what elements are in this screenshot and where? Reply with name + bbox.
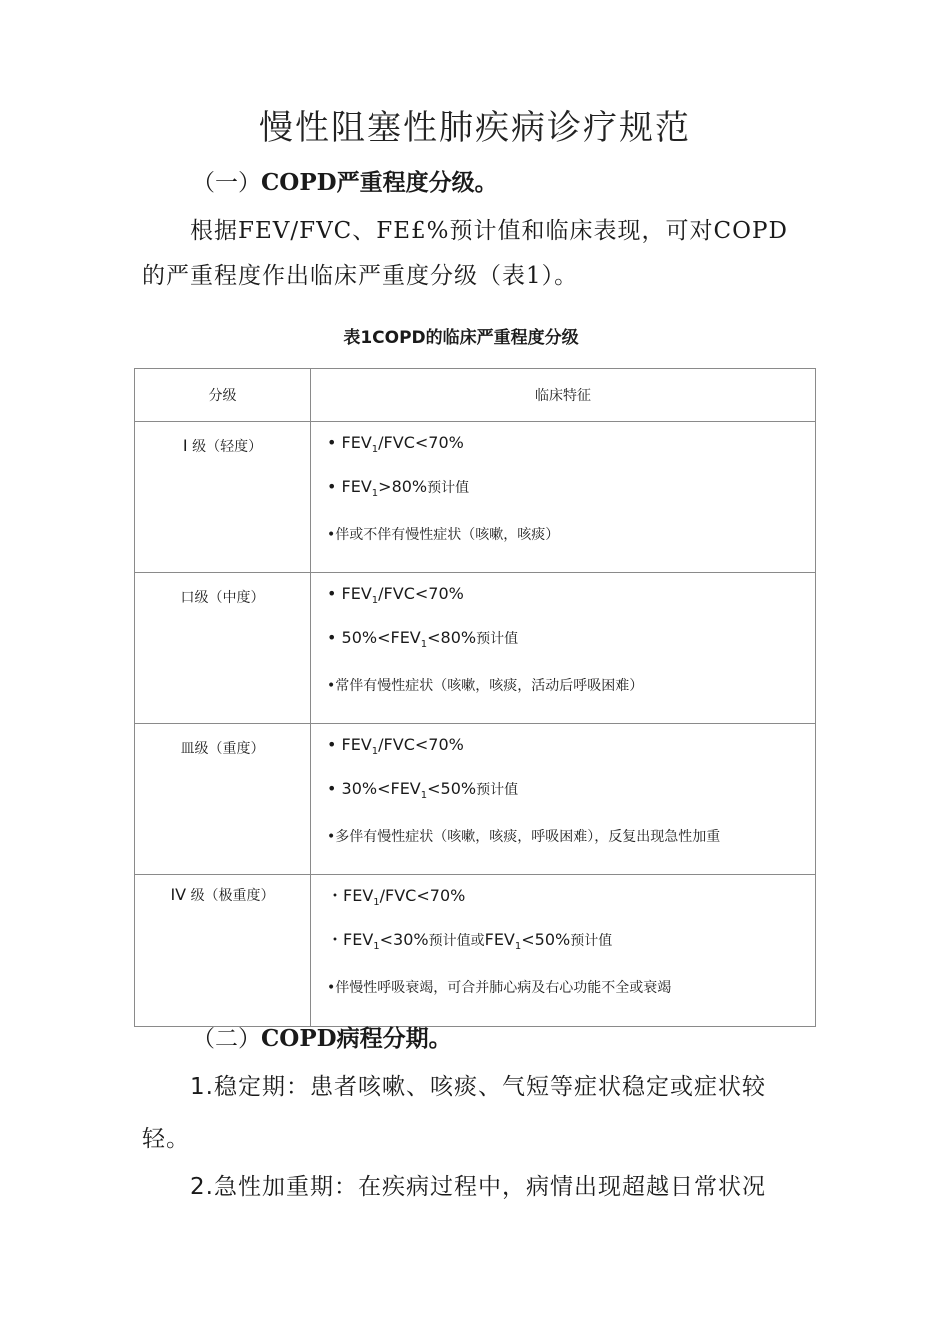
features-cell: [311, 422, 816, 573]
stage2-text: 急性加重期：在疾病过程中，病情出现超越日常状况: [213, 1174, 766, 1200]
stage1-text: 稳定期：患者咳嗽、咳痰、气短等症状稳定或症状较: [213, 1074, 766, 1100]
section2-number: （二）: [192, 1026, 261, 1052]
feature-line: ・$FEV_1<30\%$预计值或$FEV_1<50\%$预计值: [327, 930, 613, 953]
table-row: [135, 573, 816, 724]
section1-title: COPD严重程度分级。: [261, 169, 498, 196]
table-caption: 表1COPD的临床严重程度分级: [343, 328, 579, 348]
grade-cell: [135, 875, 311, 1027]
features-cell: [311, 724, 816, 875]
stage1-number: 1.: [190, 1074, 214, 1100]
table-row: [135, 875, 816, 1027]
grade-label: 级（极重度）: [190, 888, 275, 904]
feature-line: • $FEV_1/FVC<70\%$: [327, 735, 464, 758]
grade-label: 皿级（重度）: [180, 741, 265, 757]
grade-label: 口级（中度）: [180, 590, 265, 606]
header-grade: 分级: [135, 369, 311, 422]
feature-note: •伴或不伴有慢性症状（咳嗽，咳痰）: [327, 527, 560, 543]
feature-note: •伴慢性呼吸衰竭，可合并肺心病及右心功能不全或衰竭: [327, 980, 672, 996]
section2-heading: [192, 1020, 452, 1053]
feature-line: • $FEV_1>80\%$预计值: [327, 477, 470, 500]
stage2-number: 2.: [190, 1174, 214, 1200]
feature-line: • $FEV_1/FVC<70\%$: [327, 584, 464, 607]
header-features: 临床特征: [311, 369, 816, 422]
feature-line: • $FEV_1/FVC<70\%$: [327, 433, 464, 456]
features-cell: [311, 573, 816, 724]
stage2-line-1: [190, 1168, 766, 1201]
feature-line: • $50\%<FEV_1<80\%$预计值: [327, 628, 519, 651]
section1-number: （一）: [192, 170, 261, 196]
feature-note: •多伴有慢性症状（咳嗽，咳痰，呼吸困难），反复出现急性加重: [327, 829, 721, 845]
intro-line-1: 根据FEV/FVC、FE£%预计值和临床表现，可对COPD: [190, 218, 788, 244]
grade-roman: IV: [170, 885, 187, 904]
feature-note: •常伴有慢性症状（咳嗽，咳痰，活动后呼吸困难）: [327, 678, 644, 694]
grade-roman: I: [182, 436, 188, 455]
table-row: [135, 724, 816, 875]
stage1-line-2: 轻。: [142, 1126, 190, 1152]
grade-label: 级（轻度）: [192, 439, 263, 455]
grade-cell: [135, 724, 311, 875]
intro-line-2: 的严重程度作出临床严重度分级（表1）。: [142, 263, 579, 289]
section2-title: COPD病程分期。: [261, 1025, 452, 1052]
severity-table: [134, 368, 816, 1027]
feature-line: ・$FEV_1/FVC<70\%$: [327, 886, 466, 909]
grade-cell: [135, 573, 311, 724]
features-cell: [311, 875, 816, 1027]
stage1-line-1: [190, 1068, 766, 1101]
section1-heading: [192, 164, 498, 197]
document-title: 慢性阻塞性肺疾病诊疗规范: [259, 108, 691, 148]
table-header-row: [135, 369, 816, 422]
grade-cell: [135, 422, 311, 573]
feature-line: • $30\%<FEV_1<50\%$预计值: [327, 779, 519, 802]
table-row: [135, 422, 816, 573]
